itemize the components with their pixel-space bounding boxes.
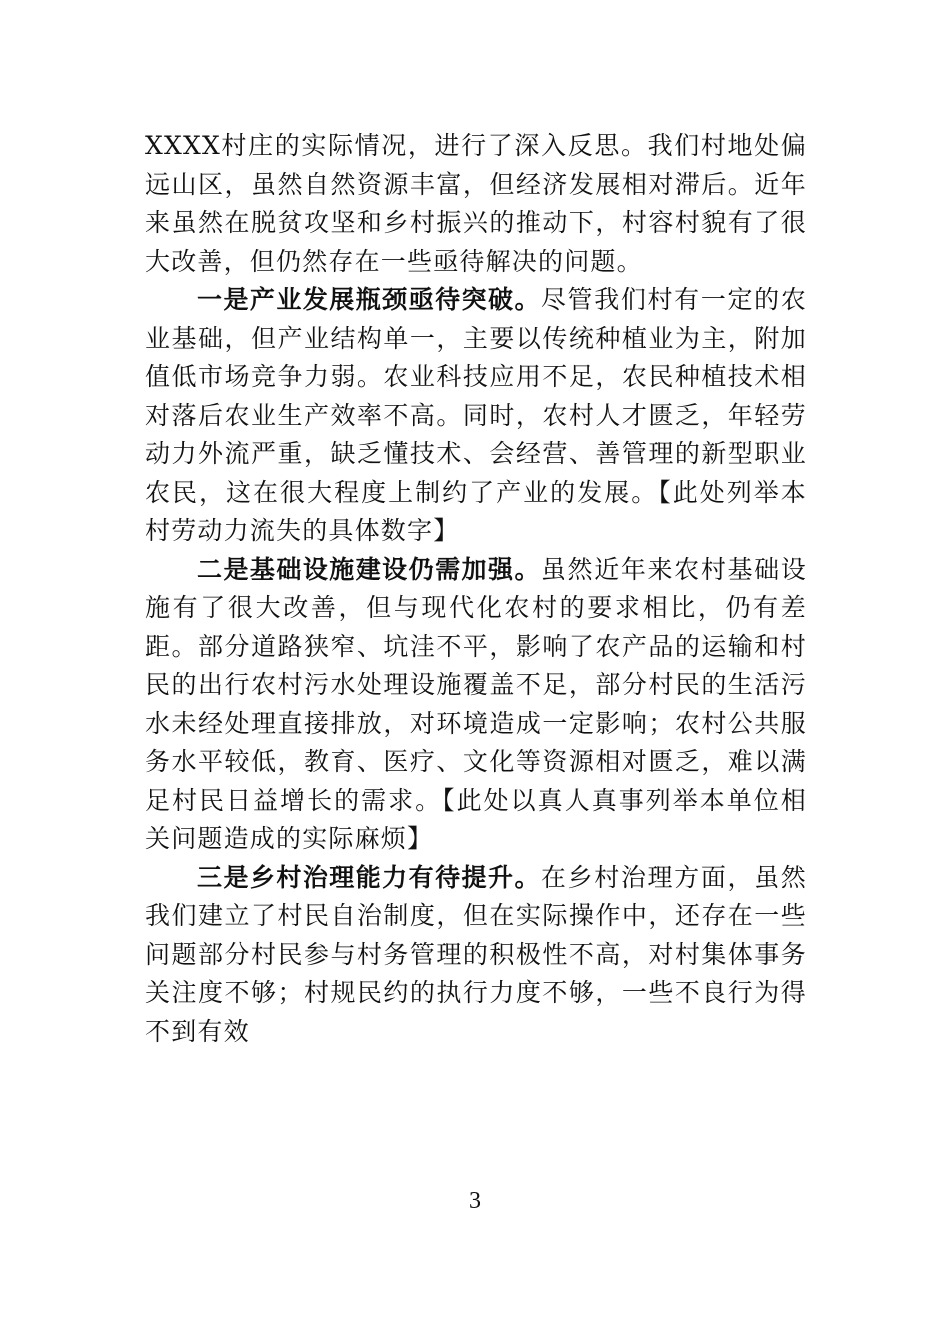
paragraph-governance	[145, 859, 807, 1052]
page-number: 3	[469, 1188, 481, 1214]
paragraph-infrastructure	[145, 551, 807, 859]
paragraph-intro	[145, 127, 807, 281]
paragraph-heading: 二是基础设施建设仍需加强。	[197, 554, 541, 584]
paragraph-text: 在乡村治理方面，虽然我们建立了村民自治制度，但在实际操作中，还存在一些问题部分村民参与村务管理的积极性不高，对村集体事务关注度不够；村规民约的执行力度不够，一些不良行为得不到有效	[145, 862, 807, 1046]
paragraph-text: XXXX村庄的实际情况，进行了深入反思。我们村地处偏远山区，虽然自然资源丰富，但经济发展相对滞后。近年来虽然在脱贫攻坚和乡村振兴的推动下，村容村貌有了很大改善，但仍然存在一些亟待解决的问题。	[145, 131, 807, 276]
paragraph-text: 尽管我们村有一定的农业基础，但产业结构单一，主要以传统种植业为主，附加值低市场竞争力弱。农业科技应用不足，农民种植技术相对落后农业生产效率不高。同时，农村人才匮乏，年轻劳动力外流严重，缺乏懂技术、会经营、善管理的新型职业农民，这在很大程度上制约了产业的发展。【此处列举本村劳动力流失的具体数字】	[145, 285, 807, 545]
paragraph-industry	[145, 281, 807, 551]
paragraph-text: 虽然近年来农村基础设施有了很大改善，但与现代化农村的要求相比，仍有差距。部分道路狭窄、坑洼不平，影响了农产品的运输和村民的出行农村污水处理设施覆盖不足，部分村民的生活污水未经处理直接排放，对环境造成一定影响；农村公共服务水平较低，教育、医疗、文化等资源相对匮乏，难以满足村民日益增长的需求。【此处以真人真事列举本单位相关问题造成的实际麻烦】	[145, 554, 807, 853]
paragraph-heading: 三是乡村治理能力有待提升。	[197, 862, 541, 892]
paragraph-heading: 一是产业发展瓶颈亟待突破。	[197, 285, 541, 314]
document-body	[145, 127, 807, 1051]
